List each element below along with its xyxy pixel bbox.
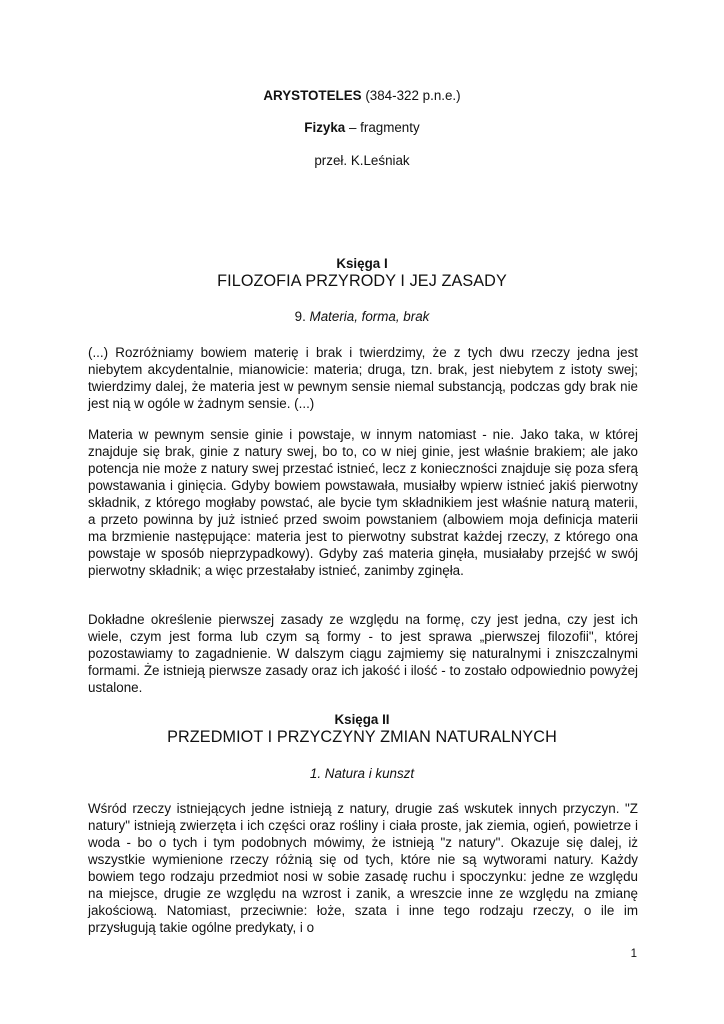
book2-title: PRZEDMIOT I PRZYCZYNY ZMIAN NATURALNYCH	[167, 728, 557, 746]
author-name: ARYSTOTELES	[263, 88, 362, 103]
book1-section-heading	[88, 308, 636, 325]
work-title: Fizyka	[304, 120, 346, 135]
book1-paragraph-2: Materia w pewnym sensie ginie i powstaje, w innym natomiast - nie. Jako taka, w której znajduje się brak, ginie z natury swej, bo to, co w niej ginie, jest właśnie brakiem; ale jako potencja nie może z natury swej przestać istnieć, lecz z konieczności znajduje się poza sferą powstawania i ginięcia. Gdyby bowiem powstawała, musiałby wpierw istnieć jakiś pierwotny składnik, z którego mogłaby powstać, ale bycie tym składnikiem jest właśnie naturą materii, a przeto powinna by już istnieć przed swoim powstaniem (albowiem moja definicja materii ma brzmienie następujące: materia jest to pierwotny substrat każdej rzeczy, z którego ona powstaje w sposób nieprzypadkowy). Gdyby zaś materia ginęła, musiałaby przejść w swój pierwotny składnik; a więc przestałaby istnieć, zanimby zginęła.	[88, 427, 638, 579]
author-dates: (384-322 p.n.e.)	[365, 88, 461, 103]
work-title-line	[88, 119, 636, 136]
page-number: 1	[630, 948, 637, 960]
book2-label: Księga II	[334, 712, 390, 727]
author-line	[88, 87, 636, 104]
book1-section-number: 9.	[294, 309, 306, 324]
book2-paragraph-1: Wśród rzeczy istniejących jedne istnieją z natury, drugie zaś wskutek innych przyczyn. "Z natury" istnieją zwierzęta i ich części oraz rośliny i ciała proste, jak ziemia, ogień, powietrze i woda - bo o tych i tym podobnych mówimy, że istnieją "z natury". Okazuje się dalej, iż wszystkie wymienione rzeczy różnią się od tych, które nie są wytworami natury. Każdy bowiem tego rodzaju przedmiot nosi w sobie zasadę ruchu i spoczynku: jedne ze względu na miejsce, drugie ze względu na wzrost i zanik, a wreszcie inne ze względu na zmianę jakościową. Natomiast, przeciwnie: łoże, szata i inne tego rodzaju rzeczy, o ile im przysługują takie ogólne predykaty, i o	[88, 801, 638, 936]
translator-line: przeł. K.Leśniak	[314, 153, 410, 168]
work-subtitle: – fragmenty	[348, 120, 420, 135]
book1-paragraph-1: (...) Rozróżniamy bowiem materię i brak i twierdzimy, że z tych dwu rzeczy jedna jest niebytem akcydentalnie, mianowicie: materia; druga, tzn. brak, jest niebytem z istoty swej; twierdzimy dalej, że materia jest w pewnym sensie niemal substancją, podczas gdy brak nie jest nią w ogóle w żadnym sensie. (...)	[88, 345, 638, 412]
book1-label: Księga I	[336, 256, 388, 271]
book1-section-title: Materia, forma, brak	[309, 309, 430, 324]
book2-section-heading: 1. Natura i kunszt	[309, 766, 415, 781]
book1-paragraph-3: Dokładne określenie pierwszej zasady ze względu na formę, czy jest jedna, czy jest ich wiele, czym jest forma lub czym są formy - to jest sprawa „pierwszej filozofii", której pozostawiamy to zagadnienie. W dalszym ciągu zajmiemy się naturalnymi i zniszczalnymi formami. Że istnieją pierwsze zasady oraz ich jakość i ilość - to zostało odpowiednio powyżej ustalone.	[88, 612, 638, 696]
book1-title: FILOZOFIA PRZYRODY I JEJ ZASADY	[217, 272, 507, 290]
